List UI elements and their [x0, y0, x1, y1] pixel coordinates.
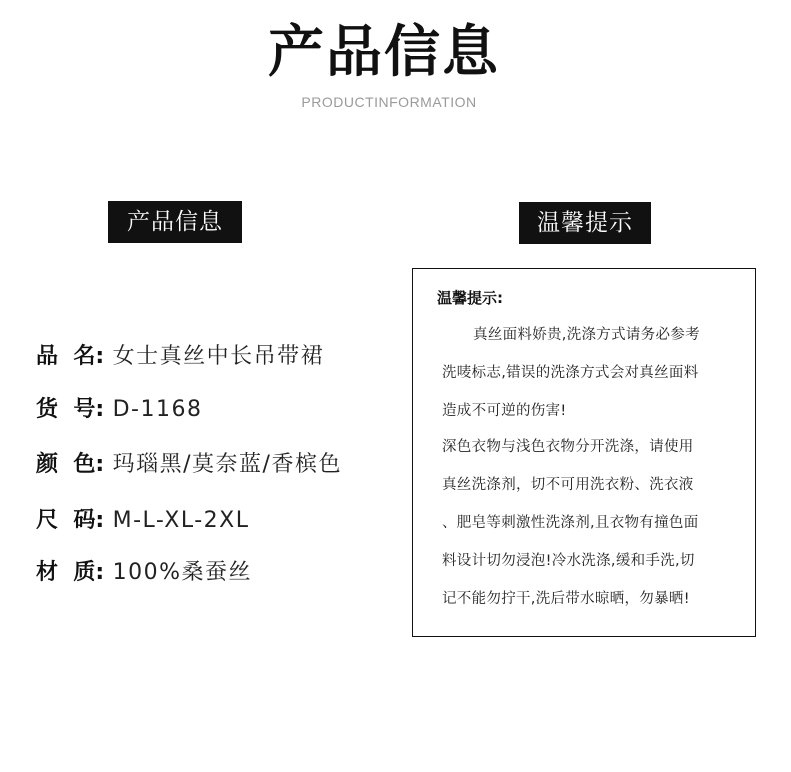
care-notice-box: [412, 268, 756, 637]
spec-row-color: [36, 450, 342, 480]
notice-line: 料设计切勿浸泡!冷水洗涤,缓和手洗,切: [442, 553, 695, 569]
spec-label: 材 质:: [36, 560, 105, 585]
notice-line: 、肥皂等刺激性洗涤剂,且衣物有撞色面: [442, 515, 699, 531]
notice-line: 深色衣物与浅色衣物分开洗涤，请使用: [442, 439, 694, 455]
page-title: 产品信息: [268, 20, 500, 85]
spec-row-size: [36, 506, 249, 536]
product-info-tag: 产品信息: [108, 201, 242, 243]
spec-value: 玛瑙黑/莫奈蓝/香槟色: [104, 452, 342, 477]
spec-row-material: [36, 558, 252, 588]
notice-heading: 温馨提示:: [437, 289, 503, 307]
spec-label: 尺 码:: [36, 508, 105, 533]
notice-line: 记不能勿拧干,洗后带水晾晒，勿暴晒!: [442, 591, 690, 607]
notice-line: 真丝面料娇贵,洗涤方式请务必参考: [473, 327, 700, 343]
spec-row-name: [36, 342, 324, 372]
notice-line: 洗唛标志,错误的洗涤方式会对真丝面料: [442, 365, 699, 381]
spec-value: 100%桑蚕丝: [104, 560, 253, 585]
notice-line: 真丝洗涤剂，切不可用洗衣粉、洗衣液: [442, 477, 694, 493]
notice-tag: 温馨提示: [519, 202, 651, 244]
spec-label: 品 名:: [36, 344, 105, 369]
spec-value: D-1168: [104, 397, 203, 422]
spec-label: 货 号:: [36, 397, 105, 422]
spec-label: 颜 色:: [36, 452, 105, 477]
page-subtitle: PRODUCTINFORMATION: [301, 94, 477, 110]
spec-value: 女士真丝中长吊带裙: [104, 344, 325, 369]
notice-line: 造成不可逆的伤害!: [442, 403, 567, 419]
spec-row-sku: [36, 395, 203, 425]
spec-value: M-L-XL-2XL: [104, 508, 250, 533]
